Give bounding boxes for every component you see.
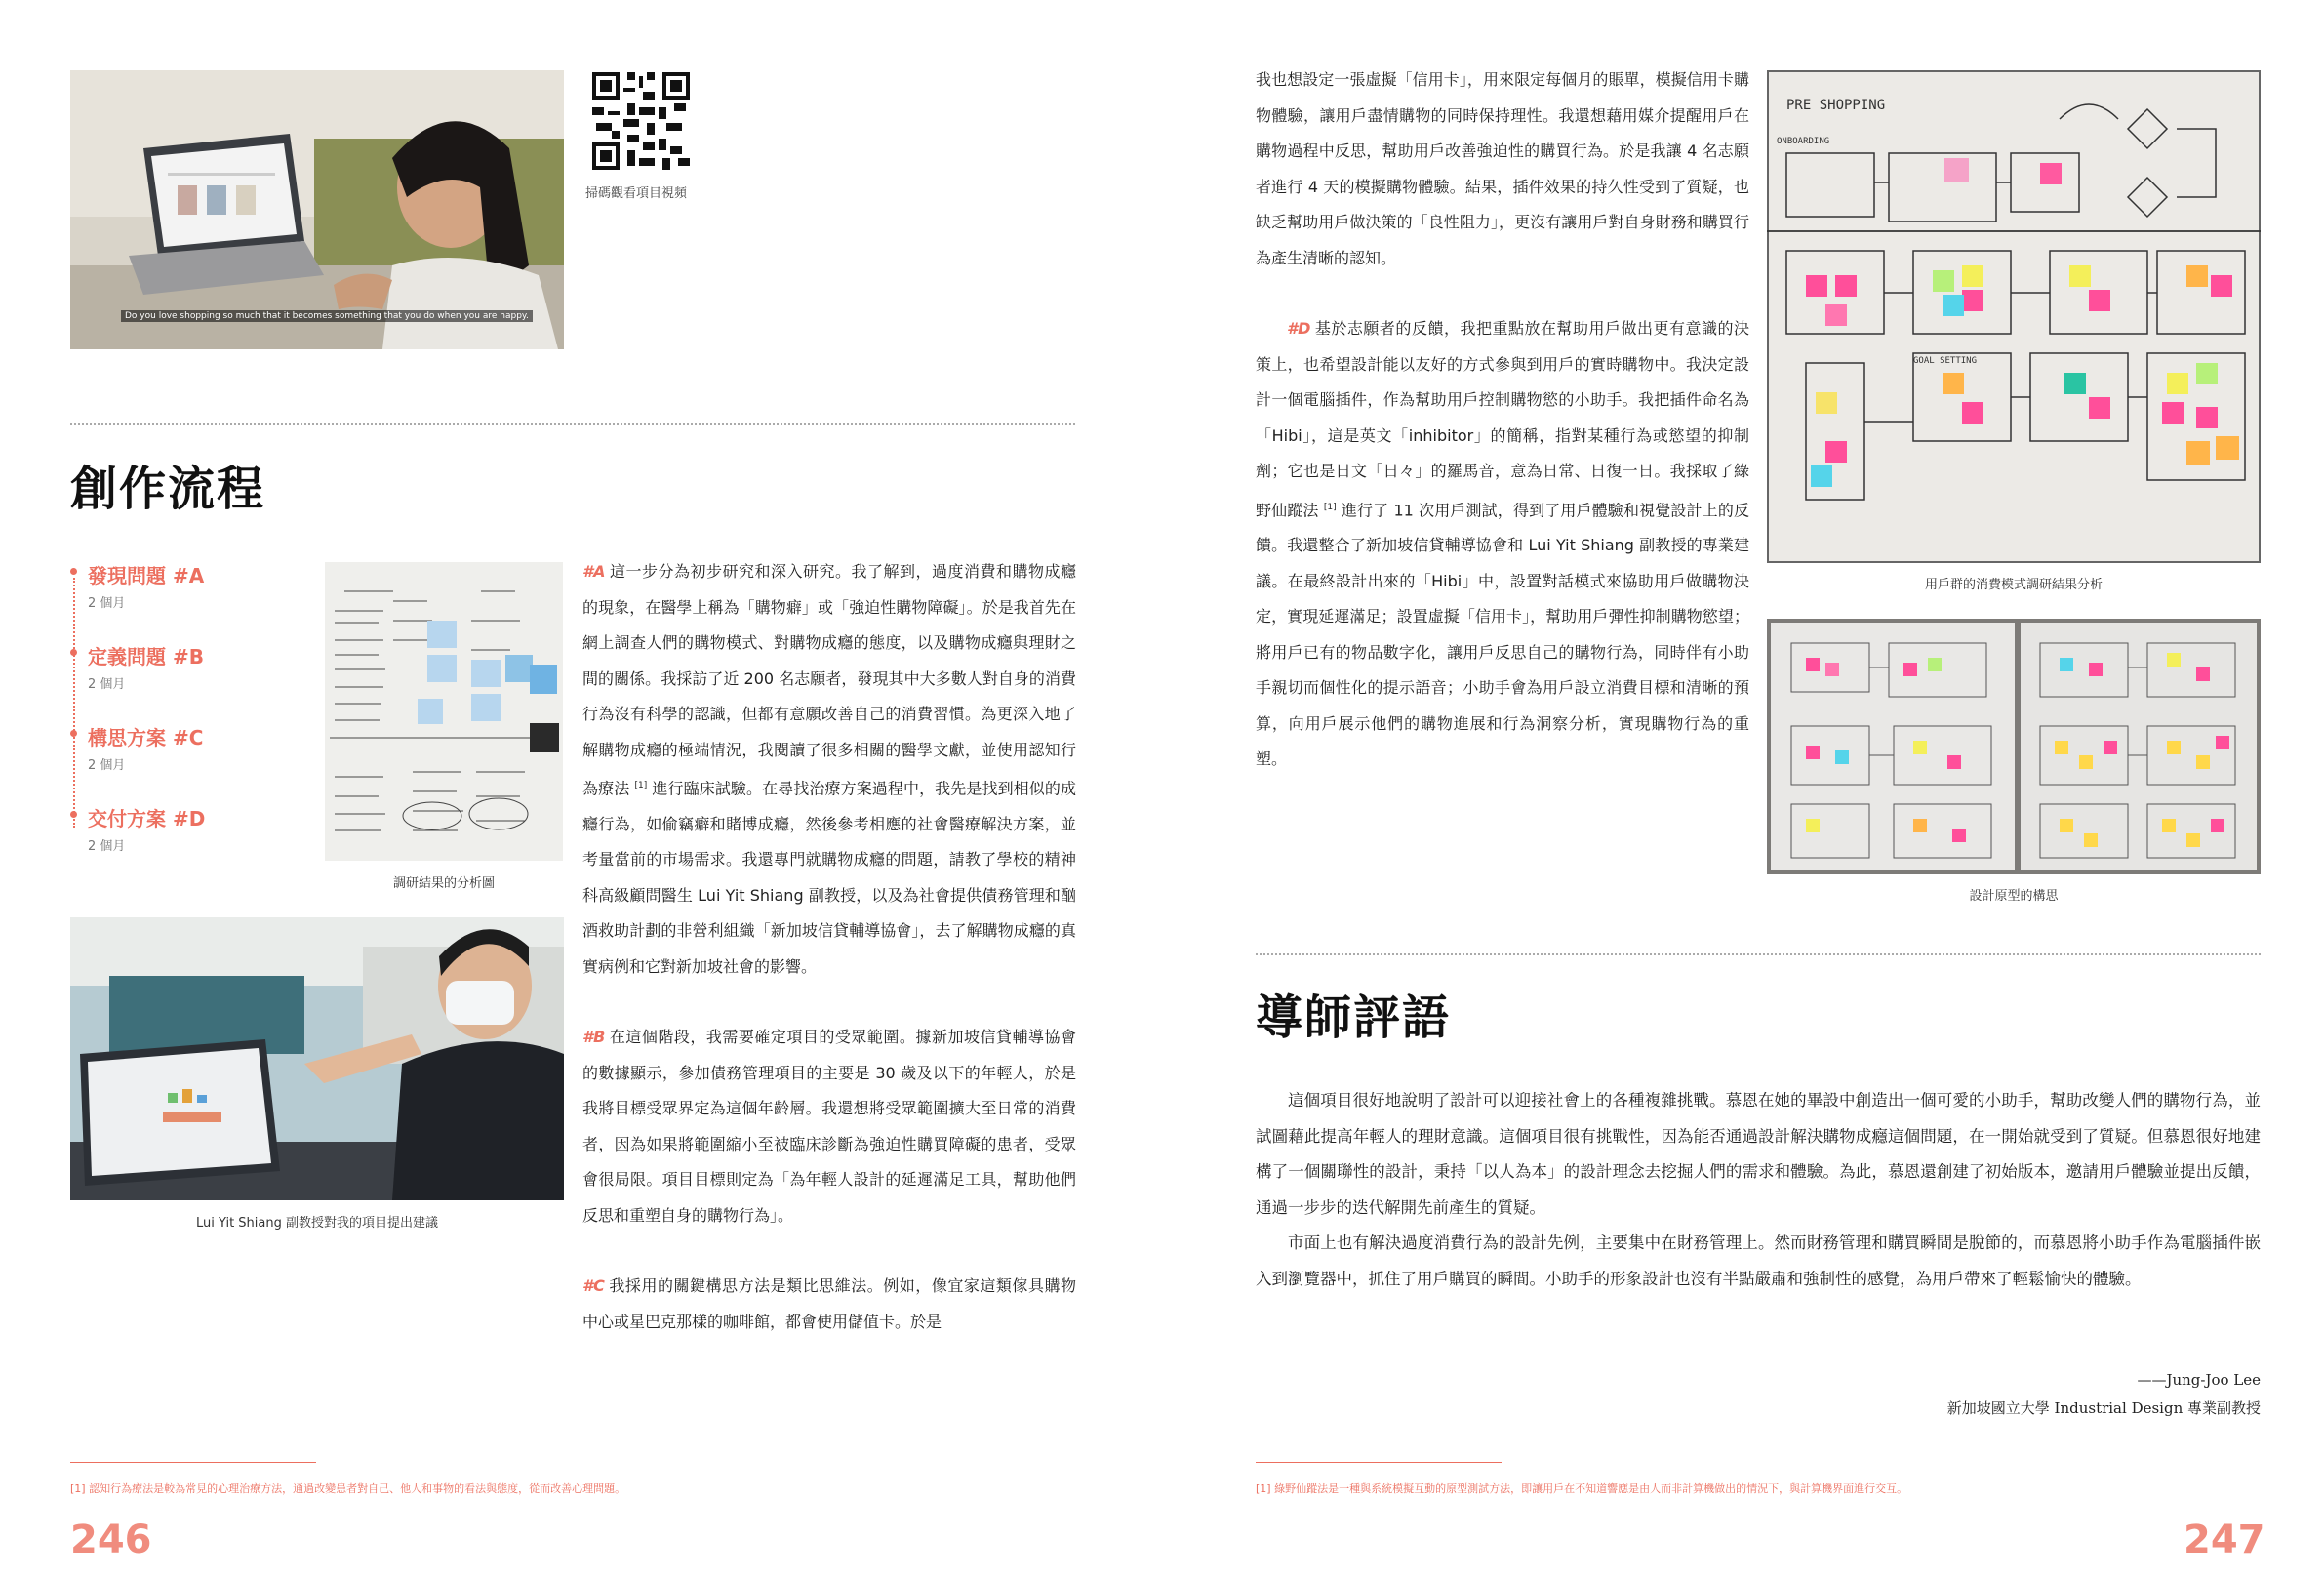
- paragraph-a: [582, 554, 1076, 985]
- step-item: [70, 803, 205, 884]
- photo-caption: 設計原型的構思: [1969, 889, 2059, 904]
- footnote-rule: [70, 1462, 316, 1463]
- review-paragraph: 這個項目很好地說明了設計可以迎接社會上的各種複雜挑戰。慕恩在她的畢設中創造出一個可愛的小助手，幫助改變人們的購物行為，並試圖藉此提高年輕人的理財意識。這個項目很有挑戰性，因為能否通過設計解決購物成癮這個問題，在一開始就受到了質疑。但慕恩很好地建構了一個關聯性的設計，秉持「以人為本」的設計理念去挖掘人們的需求和體驗。為此，慕恩還創建了初始版本，邀請用戶體驗並提出反饋，通過一步步的迭代解開先前產生的質疑。: [1256, 1091, 2261, 1217]
- section-divider: [1256, 953, 2261, 955]
- step-title: 定義問題 #B: [88, 645, 204, 668]
- step-title: 構思方案 #C: [88, 726, 204, 749]
- section-tag: #D: [1287, 319, 1311, 338]
- step-title: 發現問題 #A: [88, 564, 205, 587]
- consultation-photo: [70, 917, 564, 1200]
- page-number: 246: [70, 1517, 152, 1562]
- video-still-photo: [70, 70, 564, 349]
- paragraph-d: [1256, 311, 1749, 778]
- step-title: 交付方案 #D: [88, 807, 206, 830]
- photo-caption: 用戶群的消費模式調研結果分析: [1924, 578, 2103, 592]
- step-dot: [70, 649, 77, 656]
- paragraph-c-continued: [1256, 62, 1749, 276]
- paragraph-text: 基於志願者的反饋，我把重點放在幫助用戶做出更有意識的決策上，也希望設計能以友好的方式參與到用戶的實時購物中。我決定設計一個電腦插件，作為幫助用戶控制購物慾的小助手。我把插件命名為「Hibi」，這是英文「inhibitor」的簡稱，指對某種行為或慾望的抑制劑；它也是日文「日々」的羅馬音，意為日常、日復一日。我採取了綠野仙蹤法: [1256, 319, 1749, 519]
- step-duration: 2 個月: [88, 596, 126, 611]
- paragraph-text: 我也想設定一張虛擬「信用卡」，用來限定每個月的賬單，模擬信用卡購物體驗，讓用戶盡情購物的同時保持理性。我還想藉用媒介提醒用戶在購物過程中反思，幫助用戶改善強迫性的購買行為。於是我讓 4 名志願者進行 4 天的模擬購物體驗。結果，插件效果的持久性受到了質疑，也缺乏幫助用戶做決策的「良性阻力」，更沒有讓用戶對自身財務和購買行為產生清晰的認知。: [1256, 70, 1749, 267]
- qr-caption: 掃碼觀看項目視頻: [585, 186, 688, 201]
- footnote: [1] 綠野仙蹤法是一種與系統模擬互動的原型測試方法，即讓用戶在不知道響應是由人而非計算機做出的情況下，與計算機界面進行交互。: [1256, 1482, 1908, 1495]
- signature-name: ——Jung-Joo Lee: [2137, 1371, 2261, 1389]
- board-label: PRE SHOPPING: [1786, 98, 1886, 113]
- review-paragraph: 市面上也有解決過度消費行為的設計先例，主要集中在財務管理上。然而財務管理和購買瞬間是脫節的，而慕恩將小助手作為電腦插件嵌入到瀏覽器中，抓住了用戶購買的瞬間。小助手的形象設計也沒有半點嚴肅和強制性的感覺，為用戶帶來了輕鬆愉快的體驗。: [1256, 1233, 2261, 1288]
- paragraph-text: 這一步分為初步研究和深入研究。我了解到，過度消費和購物成癮的現象，在醫學上稱為「購物癖」或「強迫性購物障礙」。於是我首先在網上調查人們的購物模式、對購物成癮的態度，以及購物成癮與理財之間的關係。我採訪了近 200 名志願者，發現其中大多數人對自身的消費行為沒有科學的認識，但都有意願改善自己的消費習慣。為更深入地了解購物成癮的極端情況，我閱讀了很多相關的醫學文獻，並使用認知行為療法: [582, 562, 1076, 798]
- video-still-illustration: [70, 70, 564, 349]
- signature: [1256, 1366, 2261, 1423]
- step-duration: 2 個月: [88, 677, 126, 692]
- footnote-ref[interactable]: [1]: [634, 781, 648, 790]
- board-label: ONBOARDING: [1777, 137, 1830, 146]
- qr-code[interactable]: [592, 72, 690, 170]
- section-divider: [70, 423, 1075, 425]
- board-label: GOAL SETTING: [1913, 356, 1978, 366]
- research-analysis-photo: [325, 562, 563, 861]
- section-tag: #C: [582, 1276, 605, 1296]
- step-dot: [70, 568, 77, 575]
- paragraph-c: [582, 1269, 1076, 1340]
- paragraph-text: 進行臨床試驗。在尋找治療方案過程中，我先是找到相似的成癮行為，如偷竊癖和賭博成癮，然後參考相應的社會醫療解決方案，並考量當前的市場需求。我還專門就購物成癮的問題，請教了學校的精神科高級顧問醫生 Lui Yit Shiang 副教授，以及為社會提供債務管理和酗酒救助計劃的非營利組織「新加坡信貸輔導協會」，去了解購物成癮的真實病例和它對新加坡社會的影響。: [582, 779, 1076, 976]
- section-tag: #A: [582, 562, 606, 581]
- research-board-illustration: [325, 562, 563, 861]
- body-text-right: [1256, 62, 1749, 813]
- section-title: 創作流程: [70, 462, 266, 516]
- research-board-photo: [1767, 70, 2261, 563]
- video-subtitle: Do you love shopping so much that it becomes something that you do when you are happy.: [121, 310, 533, 322]
- photo-caption: 調研結果的分析圖: [392, 876, 495, 891]
- paragraph-text: 我採用的關鍵構思方法是類比思維法。例如，像宜家這類傢具購物中心或星巴克那樣的咖啡館，都會使用儲值卡。於是: [582, 1276, 1076, 1331]
- footnote-rule: [1256, 1462, 1502, 1463]
- step-item: [70, 560, 205, 641]
- qr-code-icon: [592, 72, 690, 170]
- section-tag: #B: [582, 1028, 606, 1047]
- step-item: [70, 641, 205, 722]
- step-item: [70, 722, 205, 803]
- step-duration: 2 個月: [88, 839, 126, 854]
- step-dot: [70, 730, 77, 737]
- signature-title: 新加坡國立大學 Industrial Design 專業副教授: [1946, 1399, 2261, 1417]
- paragraph-text: 在這個階段，我需要確定項目的受眾範圍。據新加坡信貸輔導協會的數據顯示，參加債務管理項目的主要是 30 歲及以下的年輕人，於是我將目標受眾界定為這個年齡層。我還想將受眾範圍擴大至日常的消費者，因為如果將範圍縮小至被臨床診斷為強迫性購買障礙的患者，受眾會很局限。項目目標則定為「為年輕人設計的延遲滿足工具，幫助他們反思和重塑自身的購物行為」。: [582, 1028, 1076, 1225]
- section-title: 導師評語: [1256, 991, 1452, 1045]
- mentor-review: [1256, 1083, 2261, 1297]
- page-number: 247: [2184, 1517, 2265, 1562]
- prototype-illustration: [1767, 619, 2261, 874]
- step-duration: 2 個月: [88, 758, 126, 773]
- photo-caption: Lui Yit Shiang 副教授對我的項目提出建議: [195, 1216, 438, 1231]
- flow-board-illustration: [1767, 70, 2261, 563]
- prototype-photo: [1767, 619, 2261, 874]
- footnote-ref[interactable]: [1]: [1323, 502, 1337, 512]
- body-text-left: [582, 554, 1076, 1375]
- consultation-illustration: [70, 917, 564, 1200]
- paragraph-b: [582, 1020, 1076, 1233]
- footnote: [1] 認知行為療法是較為常見的心理治療方法，通過改變患者對自己、他人和事物的看法與態度，從而改善心理問題。: [70, 1482, 626, 1495]
- paragraph-text: 進行了 11 次用戶測試，得到了用戶體驗和視覺設計上的反饋。我還整合了新加坡信貸輔導協會和 Lui Yit Shiang 副教授的專業建議。在最終設計出來的「Hibi」中，設置對話模式來協助用戶做購物決定，實現延遲滿足；設置虛擬「信用卡」，幫助用戶彈性抑制購物慾望；將用戶已有的物品數字化，讓用戶反思自己的購物行為，同時伴有小助手親切而個性化的提示語音；小助手會為用戶設立消費目標和清晰的預算，向用戶展示他們的購物進展和行為洞察分析，實現購物行為的重塑。: [1256, 500, 1749, 769]
- step-dot: [70, 811, 77, 818]
- process-steps: [70, 560, 205, 884]
